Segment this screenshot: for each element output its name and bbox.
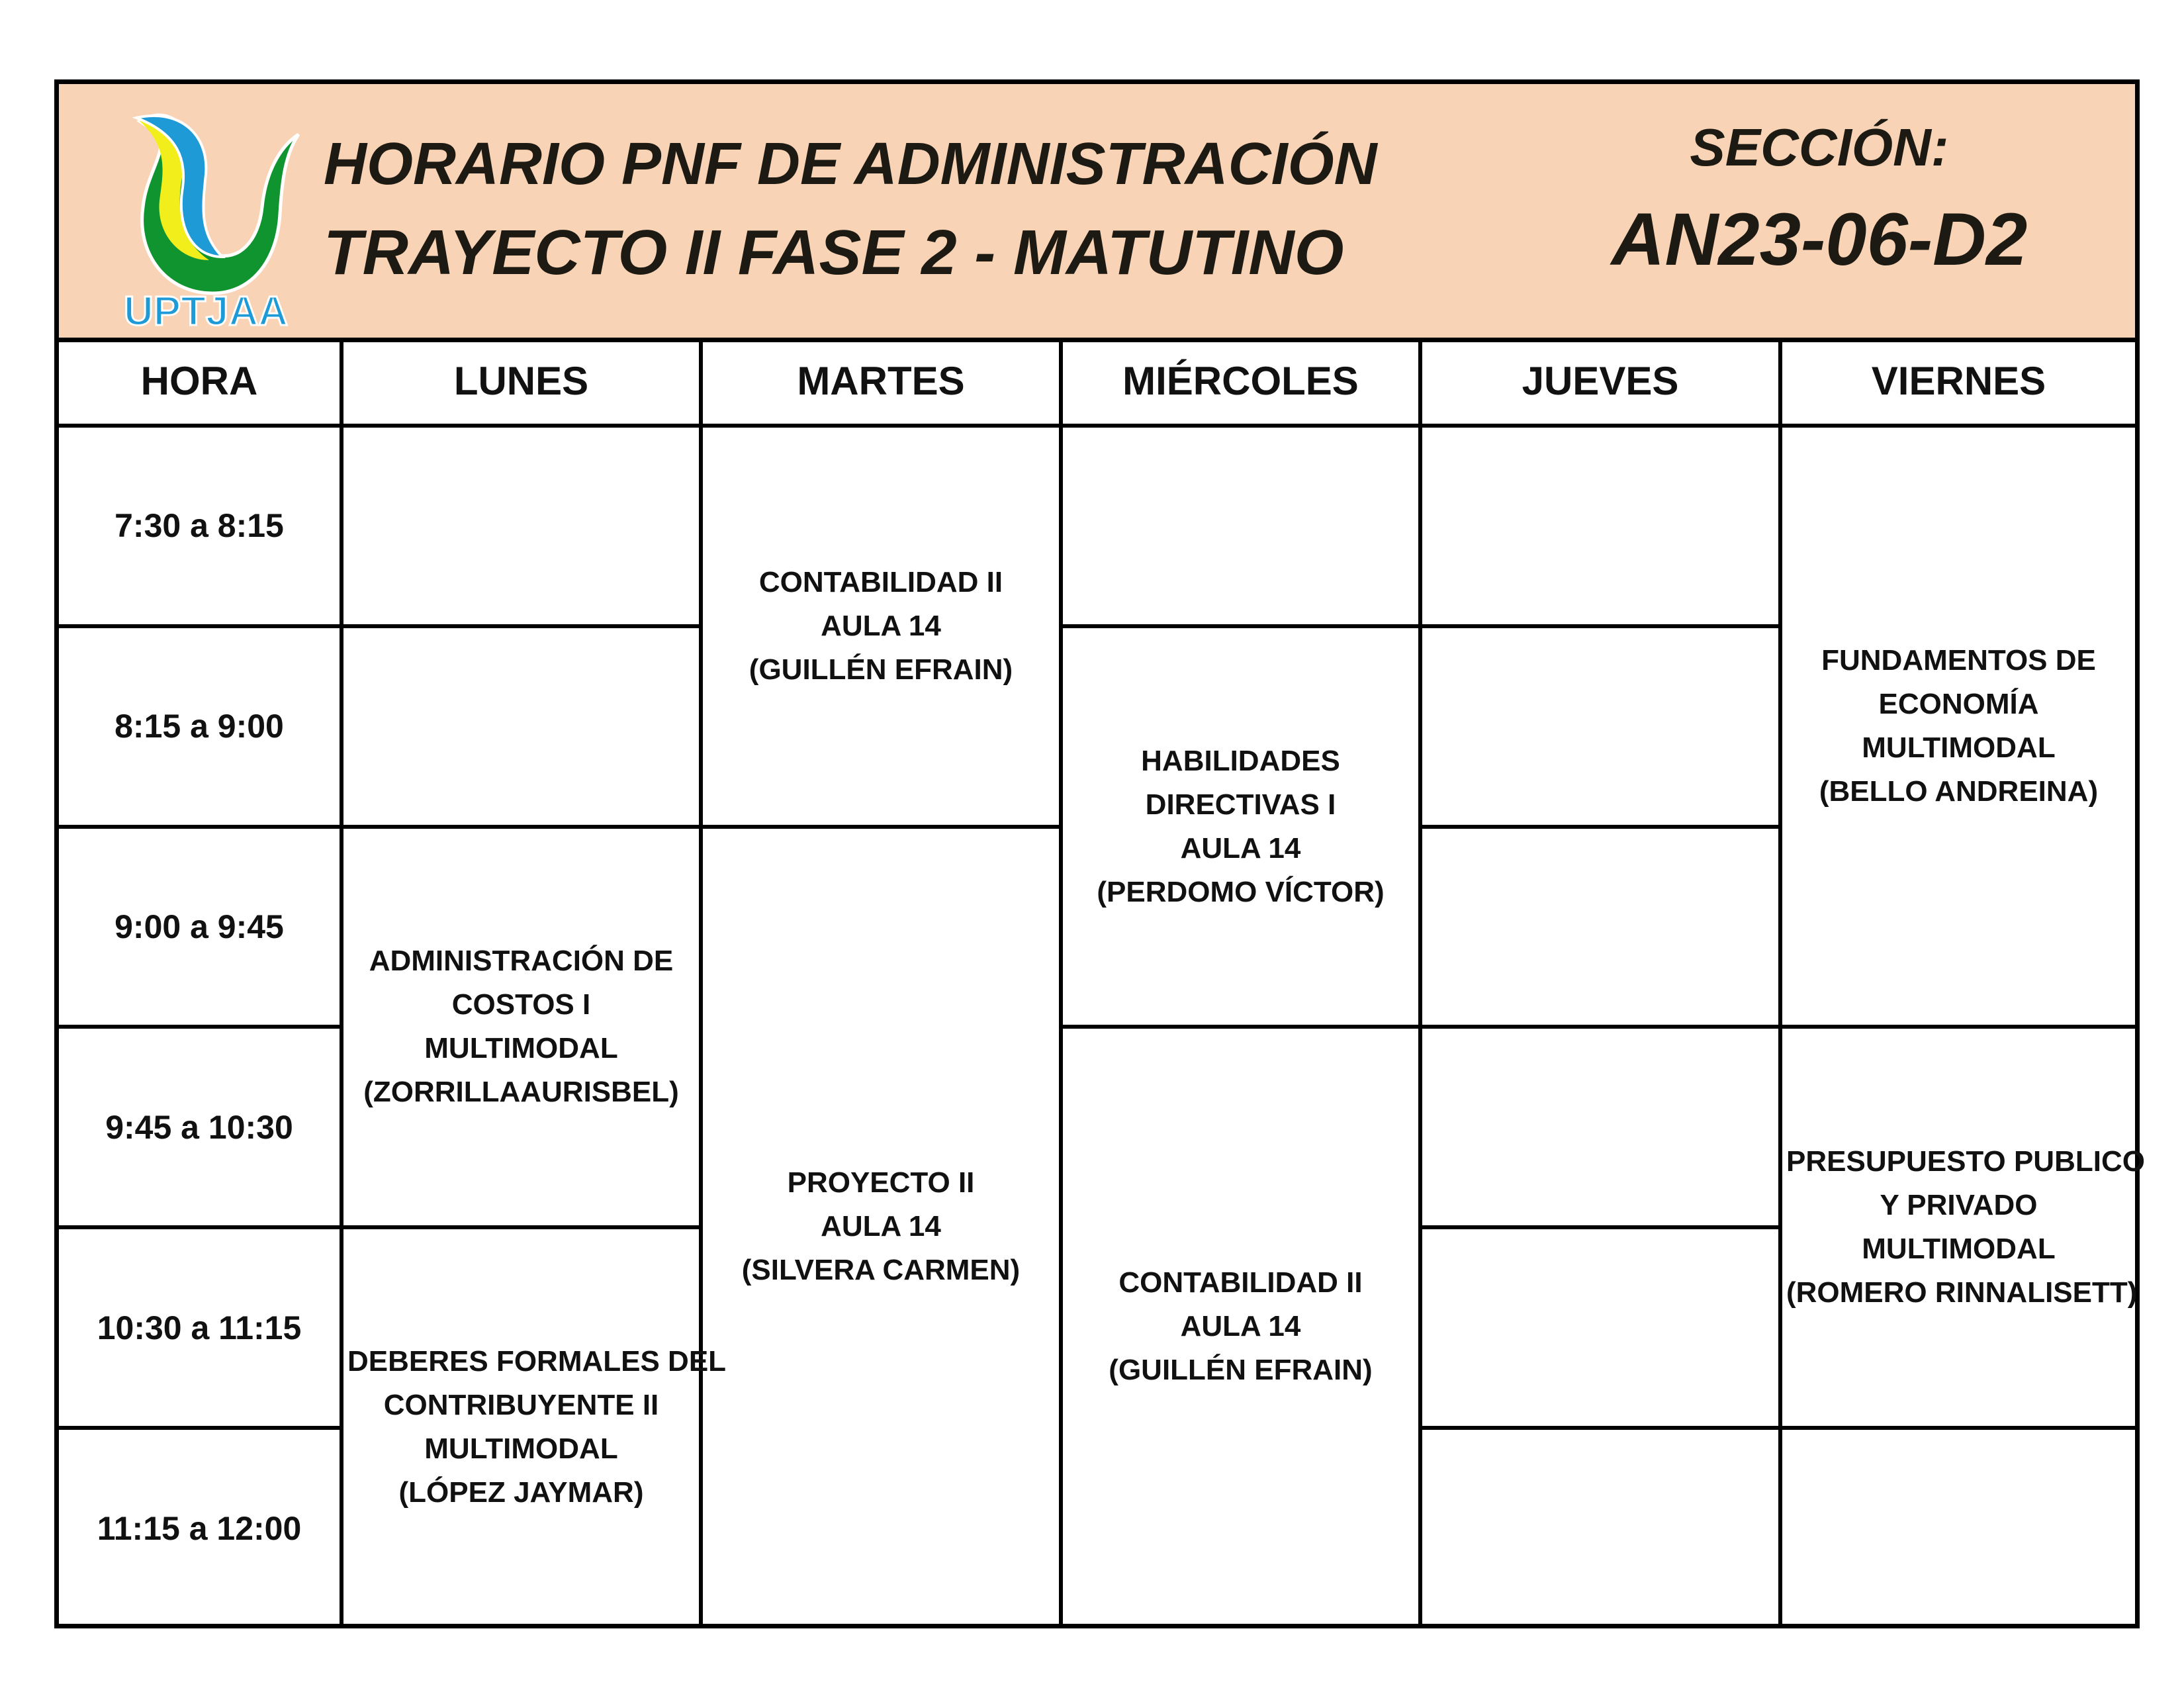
class-cell xyxy=(1780,426,2135,1027)
class-text-line: AULA 14 xyxy=(1180,1310,1301,1343)
class-text-line: HABILIDADES xyxy=(1141,744,1340,777)
empty-cell xyxy=(1420,827,1780,1027)
class-text-line: DEBERES FORMALES DEL xyxy=(347,1344,727,1378)
schedule-table xyxy=(59,338,2145,1628)
day-header-row xyxy=(59,338,2135,426)
schedule-sheet xyxy=(54,79,2145,1628)
class-text-line: (LÓPEZ JAYMAR) xyxy=(398,1476,644,1509)
class-text-line: ADMINISTRACIÓN DE xyxy=(369,945,674,978)
hour-cell: 11:15 a 12:00 xyxy=(59,1428,341,1626)
hour-cell: 9:00 a 9:45 xyxy=(59,827,341,1027)
class-text-line: (BELLO ANDREINA) xyxy=(1819,775,2099,808)
class-text-line: MULTIMODAL xyxy=(424,1432,618,1465)
uptjaa-logo xyxy=(100,95,312,333)
class-text-line: CONTRIBUYENTE II xyxy=(383,1388,659,1421)
class-text-line: (GUILLÉN EFRAIN) xyxy=(749,653,1013,686)
column-header-day: MARTES xyxy=(701,338,1061,426)
title-line-2: TRAYECTO II FASE 2 - MATUTINO xyxy=(324,217,1344,288)
title-line-1: HORARIO PNF DE ADMINISTRACIÓN xyxy=(324,131,1377,197)
class-text-line: PROYECTO II xyxy=(787,1166,975,1199)
class-text-line: MULTIMODAL xyxy=(424,1032,618,1065)
class-text-line: MULTIMODAL xyxy=(1862,731,2056,765)
class-text-line: MULTIMODAL xyxy=(1862,1233,2056,1266)
empty-cell xyxy=(341,426,701,626)
column-header-day: JUEVES xyxy=(1420,338,1780,426)
class-text-line: Y PRIVADO xyxy=(1880,1189,2038,1222)
class-cell xyxy=(1061,1027,1420,1626)
class-cell xyxy=(341,1227,727,1626)
class-text-line: FUNDAMENTOS DE xyxy=(1821,644,2096,677)
empty-cell xyxy=(1420,426,1780,626)
hour-cell: 8:15 a 9:00 xyxy=(59,626,341,827)
section-code: AN23-06-D2 xyxy=(1611,198,2028,281)
class-text-line: (ROMERO RINNALISETT) xyxy=(1786,1276,2138,1309)
hour-cell: 9:45 a 10:30 xyxy=(59,1027,341,1227)
empty-cell xyxy=(1061,426,1420,626)
empty-cell xyxy=(341,626,701,827)
class-text-line: (PERDOMO VÍCTOR) xyxy=(1097,875,1385,908)
class-text-line: COSTOS I xyxy=(451,988,591,1021)
class-cell xyxy=(701,827,1061,1626)
column-header-day: LUNES xyxy=(341,338,701,426)
empty-cell xyxy=(1420,1428,1780,1626)
empty-cell xyxy=(1780,1428,2135,1626)
column-header-day: MIÉRCOLES xyxy=(1061,338,1420,426)
class-text-line: AULA 14 xyxy=(821,1209,941,1243)
class-text-line: AULA 14 xyxy=(821,609,941,642)
svg-text:UPTJAA: UPTJAA xyxy=(123,289,289,333)
class-text-line: (SILVERA CARMEN) xyxy=(741,1253,1021,1286)
time-slot-row xyxy=(59,426,2135,626)
empty-cell xyxy=(1420,1027,1780,1227)
class-text-line: AULA 14 xyxy=(1180,831,1301,865)
class-cell xyxy=(341,827,701,1228)
hour-cell: 10:30 a 11:15 xyxy=(59,1227,341,1428)
class-cell xyxy=(1061,626,1420,1027)
empty-cell xyxy=(1420,1227,1780,1428)
class-text-line: CONTABILIDAD II xyxy=(1118,1266,1363,1299)
section-label: SECCIÓN: xyxy=(1690,118,1949,177)
class-text-line: DIRECTIVAS I xyxy=(1145,788,1336,821)
header-banner xyxy=(59,84,2135,342)
class-text-line: (ZORRILLAAURISBEL) xyxy=(363,1076,679,1109)
class-text-line: PRESUPUESTO PUBLICO xyxy=(1786,1145,2145,1178)
hour-cell: 7:30 a 8:15 xyxy=(59,426,341,626)
class-text-line: CONTABILIDAD II xyxy=(758,565,1003,598)
class-text-line: ECONOMÍA xyxy=(1878,688,2039,721)
column-header-hora: HORA xyxy=(59,338,341,426)
class-cell xyxy=(701,426,1061,827)
column-header-day: VIERNES xyxy=(1780,338,2135,426)
empty-cell xyxy=(1420,626,1780,827)
class-cell xyxy=(1780,1027,2145,1428)
class-text-line: (GUILLÉN EFRAIN) xyxy=(1109,1354,1373,1387)
